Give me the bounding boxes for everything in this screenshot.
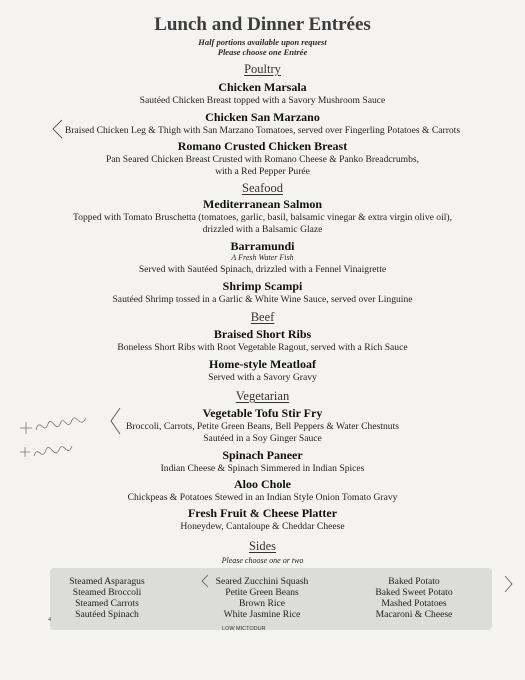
choose-entree-note: Please choose one Entrée [217,47,308,57]
side-item: Baked Sweet Potato [375,587,453,598]
sides-note: Please choose one or two [221,556,304,565]
side-item: Seared Zucchini Squash [215,576,309,587]
half-portions-note: Half portions available upon request [198,37,327,47]
dish-description: drizzled with a Balsamic Glaze [202,224,323,235]
section-heading-seafood: Seafood [242,181,283,195]
dish-description: Chickpeas & Potatoes Stewed in an Indian Style Onion Tomato Gravy [127,492,398,503]
section-heading-sides: Sides [248,539,277,553]
page-number: 4 [48,617,51,623]
pen-bracket-mark [108,406,122,436]
side-item: Baked Potato [388,576,440,587]
dish-name: Mediterranean Salmon [203,197,322,211]
dish-name: Shrimp Scampi [222,279,303,293]
dish-description: Topped with Tomato Bruschetta (tomatoes, garlic, basil, balsamic vinegar & extra virgin olive oil), [72,212,453,223]
dish-name: Chicken Marsala [218,80,307,94]
dish-name: Barramundi [230,239,295,253]
side-item: Sautéed Spinach [75,609,139,620]
dish-name: Braised Short Ribs [213,327,312,341]
dish-name: Spinach Paneer [222,448,303,462]
footer-label: LOW MICTODUR [222,626,266,632]
dish-name: Vegetable Tofu Stir Fry [202,406,323,420]
side-item: Steamed Broccoli [72,587,142,598]
pen-bracket-mark [50,118,64,140]
handwritten-note-scribble [14,406,104,472]
side-item: Steamed Asparagus [69,576,145,587]
dish-description: Broccoli, Carrots, Petite Green Beans, Bell Peppers & Water Chestnuts [126,421,399,432]
dish-description: Pan Seared Chicken Breast Crusted with Romano Cheese & Panko Breadcrumbs, [105,154,420,165]
side-item: Macaroni & Cheese [375,609,453,620]
page-title: Lunch and Dinner Entrées [154,14,371,35]
side-item: Steamed Carrots [75,598,139,609]
side-item: Mashed Potatoes [381,598,447,609]
dish-name: Aloo Chole [234,477,291,491]
dish-description: Boneless Short Ribs with Root Vegetable Ragout, served with a Rich Sauce [117,342,408,353]
dish-description: Sautéed Chicken Breast topped with a Savory Mushroom Sauce [139,95,386,106]
section-heading-beef: Beef [250,310,275,324]
dish-description: Served with a Savory Gravy [208,372,317,383]
dish-name: Fresh Fruit & Cheese Platter [187,506,338,520]
sides-column [200,576,324,620]
side-item: Petite Green Beans [225,587,299,598]
dish-name: Chicken San Marzano [205,110,320,124]
section-heading-vegetarian: Vegetarian [235,389,290,403]
sides-column [52,576,162,620]
side-item: Brown Rice [238,598,286,609]
section-heading-poultry: Poultry [244,62,281,76]
dish-subnote: A Fresh Water Fish [231,253,294,262]
dish-name: Romano Crusted Chicken Breast [177,139,348,153]
side-item: White Jasmine Rice [223,609,301,620]
dish-description: Sautéed Shrimp tossed in a Garlic & White Wine Sauce, served over Linguine [112,294,413,305]
dish-description: Honeydew, Cantaloupe & Cheddar Cheese [180,521,345,532]
dish-description: with a Red Pepper Purée [215,166,310,177]
dish-description: Served with Sautéed Spinach, drizzled with a Fennel Vinaigrette [138,264,387,275]
dish-description: Sautéed in a Soy Ginger Sauce [203,433,322,444]
dish-description: Braised Chicken Leg & Thigh with San Marzano Tomatoes, served over Fingerling Potatoes & Carrots [64,125,461,136]
sides-column [352,576,476,620]
pen-bracket-mark [200,574,210,588]
dish-description: Indian Cheese & Spinach Simmered in Indian Spices [160,463,365,474]
pen-bracket-mark [503,574,515,594]
dish-name: Home-style Meatloaf [209,357,316,371]
